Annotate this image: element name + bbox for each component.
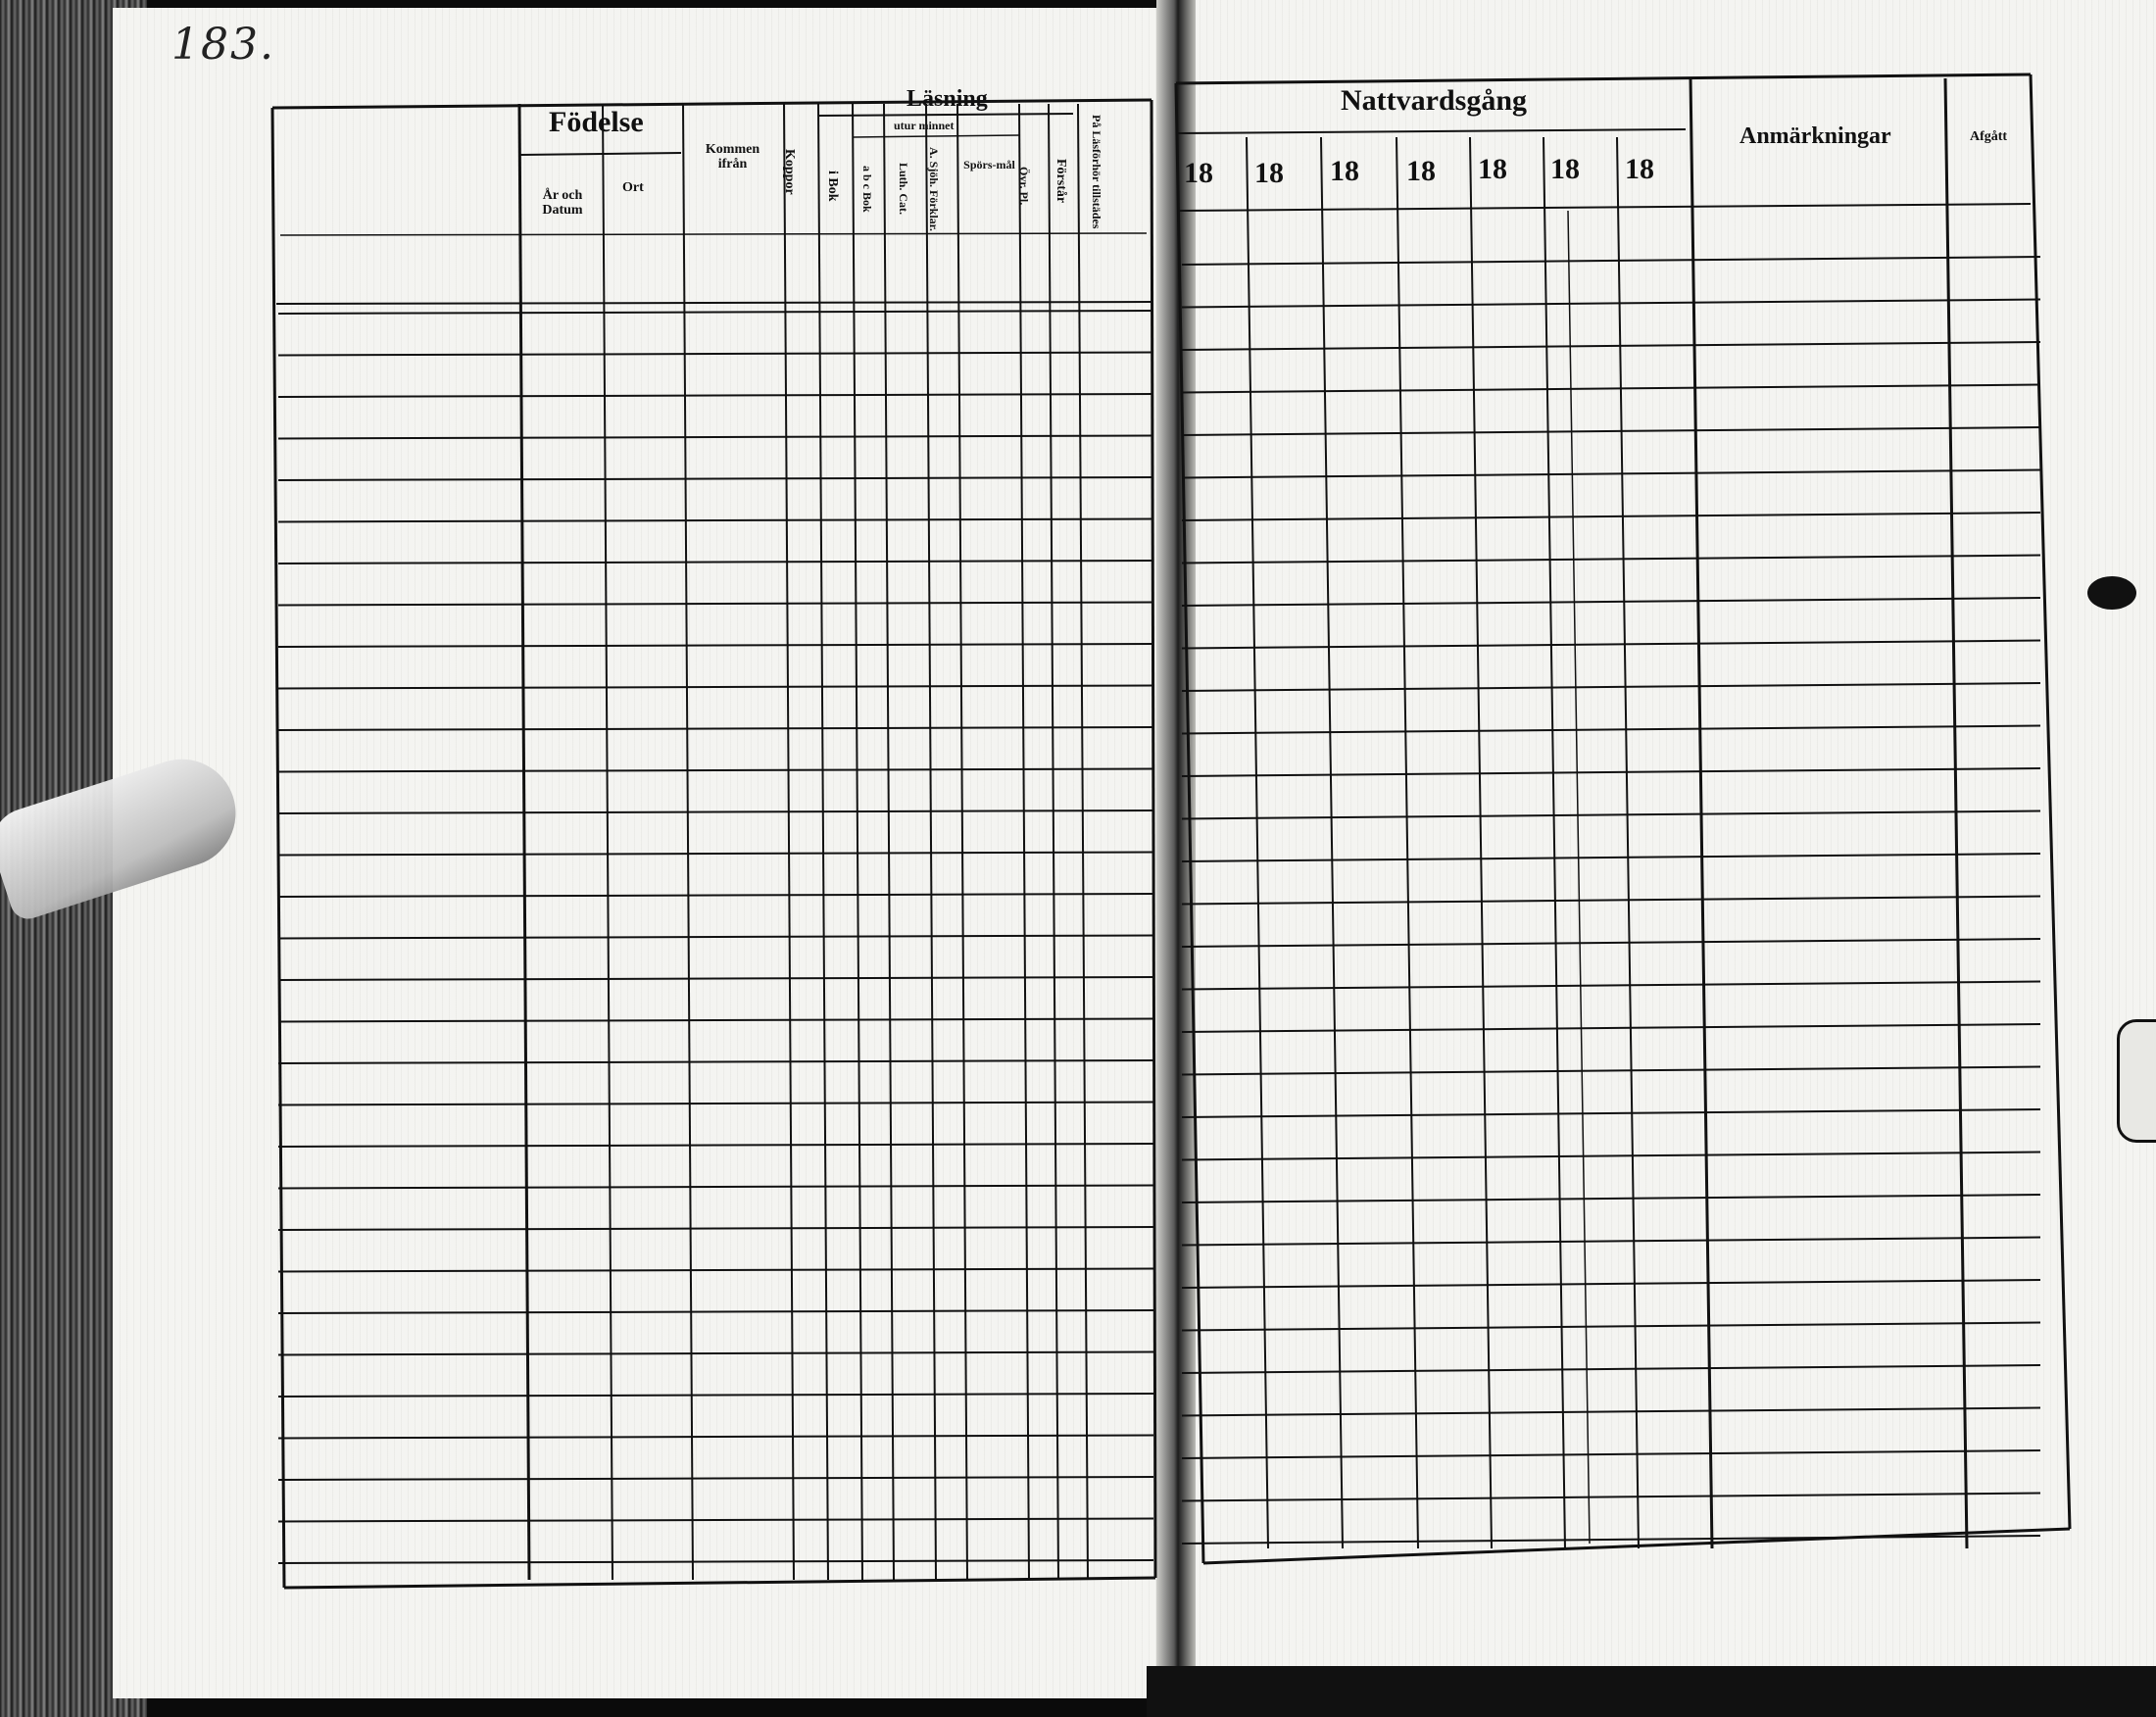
pa-lasforhor-header: På Läsförhör tillstädes	[1090, 114, 1103, 229]
right-row-rule	[1182, 257, 2040, 265]
left-row-rule	[278, 394, 1153, 397]
luth-cat-header: Luth. Cat.	[897, 162, 910, 215]
left-column-rule	[1019, 104, 1029, 1580]
left-row-rule	[278, 1519, 1153, 1522]
left-row-rule	[278, 1310, 1153, 1313]
right-row-rule	[1182, 683, 2040, 691]
left-column-rule	[683, 104, 693, 1580]
left-row-rule	[278, 1477, 1153, 1480]
right-row-rule	[1182, 1153, 2040, 1160]
ar-och-datum-header: År och Datum	[542, 188, 583, 218]
year-col-1: 18	[1184, 157, 1213, 189]
year-col-3: 18	[1330, 155, 1359, 187]
year-col-6: 18	[1550, 153, 1580, 185]
header-base-rule	[280, 233, 1147, 235]
right-row-rule	[1182, 300, 2040, 308]
page-number: 183.	[172, 20, 275, 70]
left-row-rule	[278, 853, 1153, 856]
year-col-5: 18	[1478, 153, 1507, 185]
fodelse-subrule	[519, 153, 681, 155]
lasning-subrule	[818, 114, 1073, 116]
left-row-rule	[278, 727, 1153, 730]
right-row-rule	[1182, 470, 2040, 478]
right-row-rule	[1182, 1494, 2040, 1501]
abc-bok-header: a b c Bok	[860, 165, 874, 213]
left-row-rule	[278, 1269, 1153, 1272]
left-column-rule	[853, 104, 862, 1580]
forstar-header: Förstår	[1054, 159, 1068, 204]
year-col-7: 18	[1625, 153, 1654, 185]
left-column-rule	[784, 104, 794, 1580]
right-column-rule	[1396, 137, 1418, 1548]
sporsmal-header: Spörs-mål	[963, 158, 1015, 172]
right-column-rule	[1470, 137, 1492, 1548]
ink-blot	[2087, 576, 2136, 610]
right-row-rule	[1182, 726, 2040, 734]
i-bok-header: i Bok	[825, 171, 840, 202]
left-row-rule	[278, 311, 1153, 314]
year-col-4: 18	[1406, 155, 1436, 187]
left-row-rule	[278, 1019, 1153, 1022]
right-column-rule	[1617, 137, 1639, 1548]
left-row-rule	[278, 1103, 1153, 1105]
page-tab	[2117, 1019, 2156, 1143]
header-rule	[1180, 204, 2031, 211]
table-border-right	[2031, 74, 2070, 1529]
left-row-rule	[278, 1060, 1153, 1063]
right-row-rule	[1182, 342, 2040, 350]
right-column-rule	[1568, 211, 1590, 1544]
right-column-rule	[1544, 137, 1565, 1548]
left-row-rule	[278, 353, 1153, 356]
right-row-rule	[1182, 1067, 2040, 1075]
right-row-rule	[1182, 427, 2040, 435]
left-column-rule	[1049, 104, 1058, 1580]
left-column-rule	[603, 104, 612, 1580]
left-row-rule	[278, 1352, 1153, 1355]
utan-minnet-header: utur minnet	[894, 119, 955, 132]
table-border-left	[1176, 83, 1203, 1563]
anmarkningar-header: Anmärkningar	[1740, 123, 1891, 149]
year-col-2: 18	[1254, 157, 1284, 189]
right-row-rule	[1182, 1323, 2040, 1331]
right-row-rule	[1182, 939, 2040, 947]
kommen-ifran-header: Kommen ifrån	[705, 142, 760, 172]
left-row-rule	[278, 1436, 1153, 1439]
table-border-top	[1176, 74, 2031, 83]
table-border-left	[272, 108, 284, 1588]
right-row-rule	[1182, 1536, 2040, 1544]
right-row-rule	[1182, 811, 2040, 819]
left-row-rule	[278, 1144, 1153, 1147]
right-row-rule	[1182, 556, 2040, 564]
right-row-rule	[1182, 1195, 2040, 1202]
left-row-rule	[278, 1186, 1153, 1189]
right-column-rule	[1945, 78, 1967, 1548]
left-column-rule	[1078, 104, 1088, 1580]
left-row-rule	[278, 894, 1153, 897]
right-row-rule	[1182, 1280, 2040, 1288]
utan-minnet-subrule	[853, 135, 1019, 137]
afgatt-header: Afgått	[1970, 129, 2008, 144]
left-column-rule	[957, 104, 967, 1580]
fodelse-header: Födelse	[549, 106, 644, 138]
nattvardsgang-header: Nattvardsgång	[1341, 84, 1528, 117]
right-row-rule	[1182, 768, 2040, 776]
table-border-bottom	[284, 1578, 1155, 1588]
sjoh-forklaring-header: A. Sjöh. Förklar.	[927, 147, 941, 231]
koppor-header: Koppor	[782, 148, 797, 195]
left-column-rule	[884, 104, 894, 1580]
left-column-rule	[818, 104, 828, 1580]
right-row-rule	[1182, 1450, 2040, 1458]
right-row-rule	[1182, 854, 2040, 861]
right-row-rule	[1182, 598, 2040, 606]
table-border-right	[1152, 100, 1155, 1578]
right-row-rule	[1182, 1109, 2040, 1117]
right-row-rule	[1182, 1408, 2040, 1416]
right-row-rule	[1182, 982, 2040, 990]
ovr-pl-header: Övr. Pl.	[1017, 167, 1031, 206]
right-row-rule	[1182, 1024, 2040, 1032]
left-row-rule	[278, 1560, 1153, 1563]
left-row-rule	[278, 977, 1153, 980]
natt-subrule	[1178, 129, 1686, 133]
left-row-rule	[278, 1227, 1153, 1230]
left-row-rule	[278, 810, 1153, 813]
ort-header: Ort	[622, 180, 644, 195]
left-column-rule	[519, 104, 529, 1580]
lasning-header: Läsning	[906, 86, 988, 112]
right-row-rule	[1182, 1365, 2040, 1373]
left-column-rule	[926, 104, 936, 1580]
right-row-rule	[1182, 1238, 2040, 1246]
right-row-rule	[1182, 385, 2040, 393]
right-row-rule	[1182, 641, 2040, 649]
left-row-rule	[278, 1394, 1153, 1397]
right-row-rule	[1182, 513, 2040, 520]
right-row-rule	[1182, 897, 2040, 905]
left-row-rule	[278, 769, 1153, 772]
table-border-bottom	[1203, 1529, 2070, 1563]
left-row-rule	[278, 936, 1153, 939]
